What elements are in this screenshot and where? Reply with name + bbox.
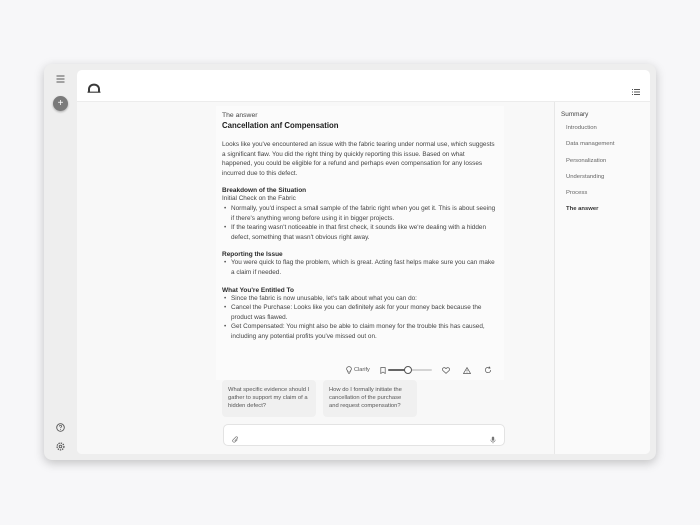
slider-track (388, 369, 432, 371)
main-panel (77, 70, 650, 454)
list-item: • You were quick to flag the problem, which is great. Acting fast helps make sure you can make a claim if needed. (222, 258, 496, 277)
slider-handle[interactable] (404, 366, 412, 374)
list-item: • Since the fabric is now unusable, let's talk about what you can do: (222, 294, 496, 304)
toc-item-understanding[interactable]: Understanding (566, 173, 605, 180)
plus-icon: + (57, 98, 64, 109)
summary-toc (566, 124, 614, 222)
toc-item-the-answer[interactable]: The answer (566, 206, 599, 213)
left-rail (44, 64, 77, 460)
heart-icon[interactable] (442, 364, 450, 376)
app-window (44, 64, 656, 460)
microphone-icon[interactable] (490, 431, 496, 449)
lightbulb-icon (346, 361, 352, 379)
hamburger-icon[interactable] (52, 71, 68, 87)
list-item: • Normally, you'd inspect a small sample of the fabric right when you get it. This is about seeing if there's anything wrong before using it in bigger projects. (222, 204, 496, 223)
clarify-button[interactable] (346, 364, 370, 376)
section-subheading: Initial Check on the Fabric (222, 195, 296, 203)
top-bar (77, 70, 650, 102)
detail-slider[interactable] (378, 364, 438, 376)
arch-logo-icon (87, 80, 101, 98)
clarify-label: Clarify (354, 367, 370, 373)
paperclip-icon[interactable] (232, 431, 239, 449)
refresh-icon[interactable] (484, 364, 492, 376)
gear-icon[interactable] (52, 438, 68, 454)
message-composer[interactable] (223, 424, 505, 446)
bullet-list (222, 294, 496, 342)
section-heading: What You're Entitled To (222, 286, 294, 294)
answer-intro: Looks like you've encountered an issue with the fabric tearing under normal use, which suggests a significant flaw. You did the right thing by quickly reporting this issue. Based on what happened, you could be eligible for a refund and perhaps even compensation for any losses incurred due to this defect. (222, 141, 495, 177)
list-icon[interactable] (632, 82, 640, 100)
list-item: • Cancel the Purchase: Looks like you can definitely ask for your money back because the product was flawed. (222, 303, 496, 322)
list-item: • Get Compensated: You might also be able to claim money for the trouble this has caused, including any potential profits you've missed out on. (222, 322, 496, 341)
answer-card (216, 106, 504, 380)
answer-actions (346, 364, 496, 376)
bullet-list (222, 204, 496, 242)
toc-item-personalization[interactable]: Personalization (566, 157, 607, 164)
list-item: • If the tearing wasn't noticeable in that first check, it sounds like we're dealing with a hidden defect, something that wasn't obvious right away. (222, 223, 496, 242)
new-chat-button[interactable] (53, 96, 68, 111)
toc-item-introduction[interactable]: Introduction (566, 125, 597, 131)
bullet-list (222, 258, 496, 277)
conversation-area (77, 102, 554, 454)
summary-sidebar (554, 102, 650, 454)
suggestion-chip[interactable]: What specific evidence should I gather to support my claim of a hidden defect? (222, 380, 316, 417)
summary-title: Summary (561, 111, 589, 118)
question-circle-icon[interactable] (52, 419, 68, 435)
answer-title: Cancellation anf Compensation (222, 121, 339, 130)
suggestion-chip[interactable]: How do I formally initiate the cancellation of the purchase and request compensation? (323, 380, 417, 417)
section-heading: Reporting the Issue (222, 251, 283, 259)
toc-item-process[interactable]: Process (566, 190, 588, 197)
section-heading: Breakdown of the Situation (222, 187, 307, 195)
toc-item-data-management[interactable]: Data management (566, 141, 615, 148)
answer-kicker: The answer (222, 112, 258, 119)
warning-icon[interactable] (463, 364, 471, 376)
